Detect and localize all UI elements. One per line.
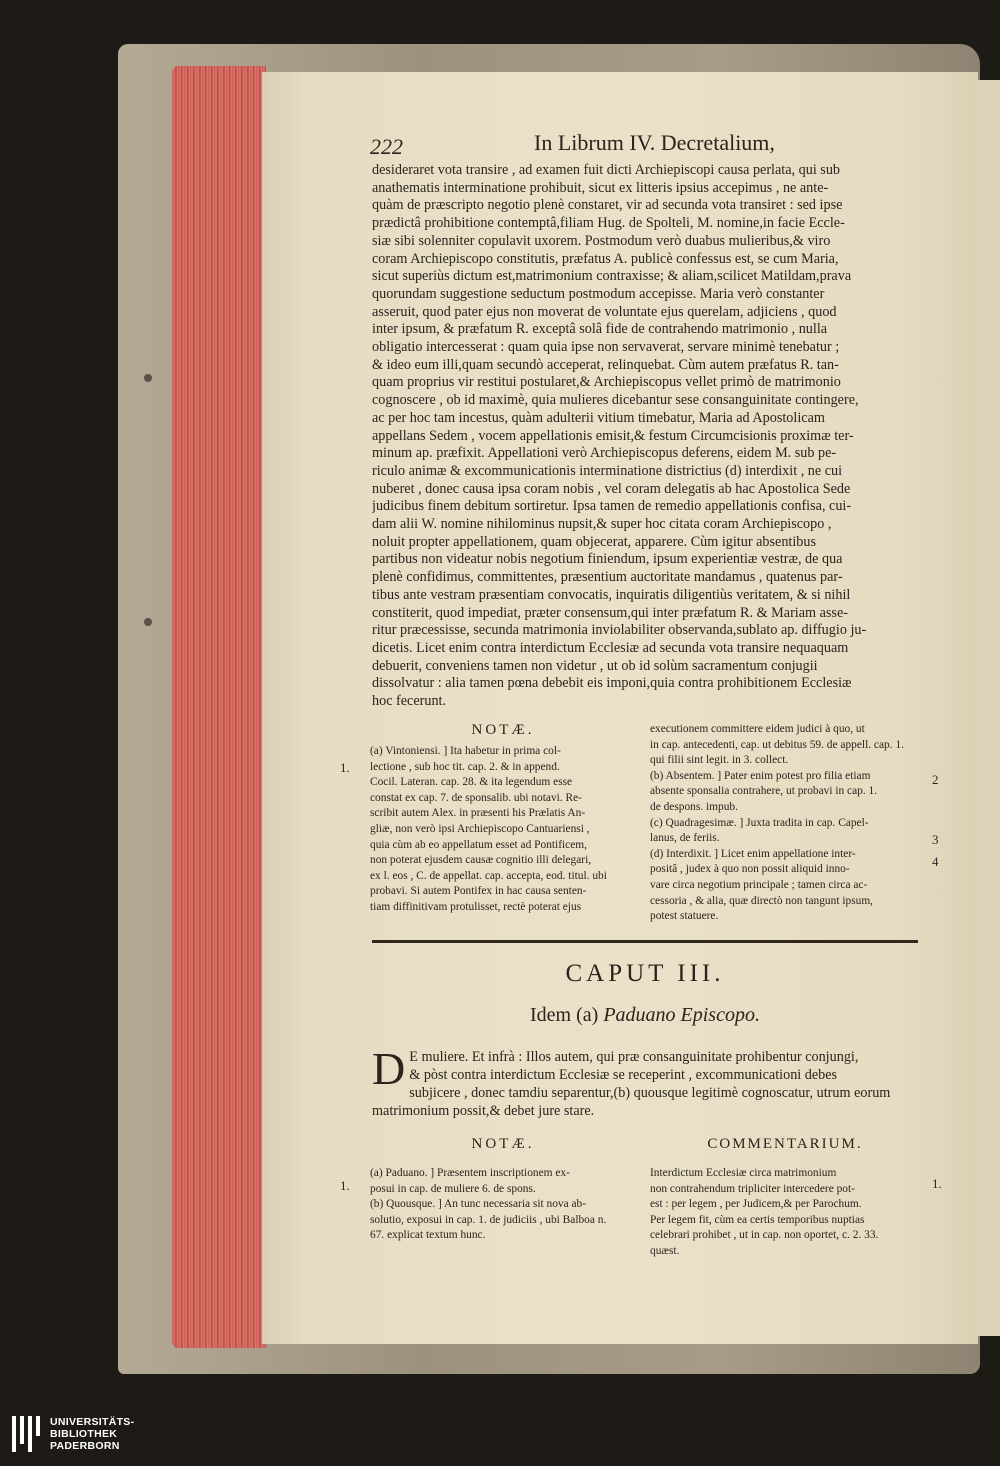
text-line: judicibus finem debitum sortiretur. Ipsa tamen de remedio appellationis confisa, cui- xyxy=(372,498,852,515)
text-line: noluit propter appellationem, quam objecerat, apparere. Cùm igitur absentibus xyxy=(372,533,817,550)
margin-number: 1. xyxy=(340,1178,350,1193)
text-line: anathematis interminatione prohibuit, sicut ex litteris ipsius accepimus , ne ante- xyxy=(372,179,829,196)
note-line: (a) Paduano. ] Præsentem inscriptionem ex- xyxy=(370,1167,570,1179)
text-line: constiterit, quod impediat, præter consensum,qui inter præfatum R. & Mariam asse- xyxy=(372,604,848,621)
margin-number: 4 xyxy=(932,854,939,869)
library-name-line: BIBLIOTHEK xyxy=(50,1428,118,1440)
subtitle-mark: (a) xyxy=(576,1004,599,1026)
margin-number: 1. xyxy=(932,1176,942,1191)
chapter-text xyxy=(372,1043,920,1120)
note-line: tiam diffinitivam protulisset, rectè poterat ejus xyxy=(370,900,582,913)
note-line: non contrahendum tripliciter intercedere pot- xyxy=(650,1182,855,1195)
note-line: solutio, exposui in cap. 1. de judiciis , ubi Balboa n. xyxy=(370,1213,607,1226)
text-line: debuerit, conveniens tamen non videtur , ut ob id solùm sacramentum conjugii xyxy=(372,657,818,674)
note-line: probavi. Si autem Pontifex in hac causa senten- xyxy=(370,885,587,898)
note-line: lanus, de feriis. xyxy=(650,832,720,845)
text-line: cognoscere , ob id maximè, quia mulieres dicebantur sese consanguinitate contingere, xyxy=(372,392,859,409)
note-line: 67. explicat textum hunc. xyxy=(370,1229,486,1242)
text-line: inter ipsum, & præfatum R. exceptâ solâ fide de contrahendo matrimonio , nulla xyxy=(372,321,828,338)
commentarium-column xyxy=(650,1166,920,1260)
note-line: est : per legem , per Judicem,& per Parochum. xyxy=(650,1198,862,1211)
text-line: prædictâ prohibitione contemptâ,filiam Hug. de Spolteli, M. nomine,in facie Eccle- xyxy=(372,215,845,232)
note-line: potest statuere. xyxy=(650,910,719,923)
text-line: dicetis. Licet enim contra interdictum Ecclesiæ ad secunda vota transire nequaquam xyxy=(372,639,849,656)
library-name xyxy=(50,1416,134,1452)
note-line: Cocil. Lateran. cap. 28. & ita legendum esse xyxy=(370,776,573,789)
note-line: (b) Quousque. ] An tunc necessaria sit nova ab- xyxy=(370,1198,587,1211)
text-line: quàm de præscripto negotio plenè constaret, vir ad secunda vota transiret : sed ipse xyxy=(372,197,843,214)
margin-number: 3 xyxy=(932,832,939,847)
text-line: minum ap. præfixit. Appellationi verò Archiepiscopus deferens, eidem M. sub pe- xyxy=(372,445,837,462)
text-line: & ideo eum illi,quam secundò acceperat, relinquebat. Cùm autem præfatus R. tan- xyxy=(372,356,839,373)
running-title: In Librum IV. Decretalium, xyxy=(534,130,775,155)
text-line: sicut superiùs dictum est,matrimonium contraxisse; & aliam,scilicet Matildam,prava xyxy=(372,268,852,285)
text-line: ac per hoc tam incestus, quàm adulterii vitium timebatur, Maria ad Apostolicam xyxy=(372,409,825,426)
margin-number: 2 xyxy=(932,772,939,787)
text-line: appellans Sedem , vocem appellationis emisit,& festum Circumcisionis proximæ ter- xyxy=(372,427,854,444)
section-rule xyxy=(372,940,918,943)
notes-right-column xyxy=(650,722,920,925)
text-line: dam alii W. nomine nihilominus nupsit,& super hoc citata coram Archiepiscopo , xyxy=(372,516,832,533)
text-line: matrimonium possit,& debet jure stare. xyxy=(372,1103,595,1119)
cover-hole xyxy=(144,374,152,382)
text-line: partibus non videatur nobis negotium finiendum, ipsum experientiæ vestræ, de qua xyxy=(372,551,843,568)
red-page-edges xyxy=(172,66,266,1348)
note-line: Per legem fit, cùm ea certis temporibus nuptias xyxy=(650,1213,865,1226)
note-line: celebrari prohibet , ut in cap. non oportet, c. 2. 33. xyxy=(650,1229,879,1242)
notes-left-column xyxy=(370,744,632,916)
note-line: lectione , sub hoc tit. cap. 2. & in append. xyxy=(370,760,560,773)
text-line: ritur præcessisse, secunda matrimonia inviolabiliter observanda,sublato ap. diffugio ju- xyxy=(372,622,867,639)
text-line: asseruit, quod pater ejus non moverat de voluntate ejus querelam, adjiciens , quod xyxy=(372,303,837,320)
subtitle-plain: Idem xyxy=(530,1004,572,1026)
library-name-line: UNIVERSITÄTS- xyxy=(50,1416,135,1428)
notes-heading: NOTÆ. xyxy=(471,722,535,738)
text-line: nuberet , donec causa ipsa coram nobis , vel coram delegatis ab hac Apostolica Sede xyxy=(372,480,851,497)
text-line: coram Archiepiscopo constitutis, præfatus A. publicè confessus est, se cum Maria, xyxy=(372,250,839,267)
drop-capital: D xyxy=(372,1043,406,1094)
text-line: obligatio intercesserat : quam quia ipse non servaverat, servare minimè tenebatur ; xyxy=(372,339,840,356)
note-line: executionem committere eidem judici à quo, ut xyxy=(650,723,865,735)
note-line: vare circa negotium principale ; tamen circa ac- xyxy=(650,878,868,891)
note-line: (d) Interdixit. ] Licet enim appellatione inter- xyxy=(650,847,856,860)
chapter-subtitle xyxy=(372,1004,918,1027)
note-line: (a) Vintoniensi. ] Ita habetur in prima col- xyxy=(370,745,561,757)
margin-number: 1. xyxy=(340,760,350,775)
text-line: riculo animæ & excommunicationis interminatione districtius (d) interdixit , ne cui xyxy=(372,462,843,479)
text-line: quam proprius vir restitui postularet,& Archiepiscopus vellet primò de matrimonio xyxy=(372,374,841,391)
note-line: constat ex cap. 7. de sponsalib. ubi notavi. Re- xyxy=(370,791,582,804)
page-number: 222 xyxy=(370,134,403,159)
note-line: (c) Quadragesimæ. ] Juxta tradita in cap. Capel- xyxy=(650,816,869,829)
note-line: de despons. impub. xyxy=(650,800,738,813)
commentarium-heading: COMMENTARIUM. xyxy=(707,1136,863,1152)
text-line: siæ sibi solenniter copulavit uxorem. Postmodum verò duabus mulieribus,& viro xyxy=(372,232,831,249)
text-line: tibus ante vestram præsentiam convocatis, inquiratis diligentiùs veritatem, & si nihil xyxy=(372,586,851,603)
cover-hole xyxy=(144,618,152,626)
note-line: ex l. eos , C. de appellat. cap. accepta, eod. titul. ubi xyxy=(370,869,607,882)
note-line: quæst. xyxy=(650,1244,680,1257)
notes-left-column xyxy=(370,1166,632,1244)
note-line: qui filii sint legit. in 3. collect. xyxy=(650,754,789,767)
book-page xyxy=(262,72,978,1344)
note-line: cessoria , & alia, quæ directò non tangunt ipsum, xyxy=(650,894,874,907)
note-line: quia cùm ab eo appellatum esset ad Pontificem, xyxy=(370,838,587,851)
text-line: desideraret vota transire , ad examen fuit dicti Archiepiscopi causa perlata, qui sub xyxy=(372,162,841,178)
note-line: gliæ, non verò ipsi Archiepiscopo Cantuariensi , xyxy=(370,822,590,835)
text-line: E muliere. Et infrà : Illos autem, qui præ consanguinitate prohibentur conjungi, xyxy=(409,1049,859,1065)
note-line: positâ , judex à quo non possit aliquid inno- xyxy=(650,863,850,876)
note-line: (b) Absentem. ] Pater enim potest pro filia etiam xyxy=(650,769,871,782)
text-line: & pòst contra interdictum Ecclesiæ se receperint , excommunicationi debes xyxy=(409,1067,838,1083)
note-line: non poterat ejusdem causæ cognitio illi delegari, xyxy=(370,854,592,867)
subtitle-italic: Paduano Episcopo. xyxy=(603,1004,760,1026)
chapter-title: CAPUT III. xyxy=(565,960,725,987)
text-line: hoc fecerunt. xyxy=(372,693,447,710)
note-line: in cap. antecedenti, cap. ut debitus 59. de appell. cap. 1. xyxy=(650,738,904,751)
page-header xyxy=(370,130,950,160)
text-line: dissolvatur : alia tamen pœna debebit eis imponi,quia contra prohibitionem Ecclesiæ xyxy=(372,675,852,692)
note-line: posui in cap. de muliere 6. de spons. xyxy=(370,1182,536,1195)
text-line: plenè confidimus, committentes, præsentium auctoritate mandamus , quatenus par- xyxy=(372,569,843,586)
note-line: scribit autem Alex. in præsenti his Prælatis An- xyxy=(370,807,586,820)
notes-heading: NOTÆ. xyxy=(471,1136,535,1152)
note-line: absente sponsalia contrahere, ut probavi in cap. 1. xyxy=(650,785,878,798)
library-name-line: PADERBORN xyxy=(50,1440,120,1452)
text-line: subjicere , donec tamdiu separentur,(b) quousque legitimè cognoscatur, utrum eorum xyxy=(409,1085,891,1101)
body-text xyxy=(372,162,920,711)
text-line: quorundam suggestione seductum postmodum accepisse. Maria verò constanter xyxy=(372,285,825,302)
note-line: Interdictum Ecclesiæ circa matrimonium xyxy=(650,1167,837,1179)
